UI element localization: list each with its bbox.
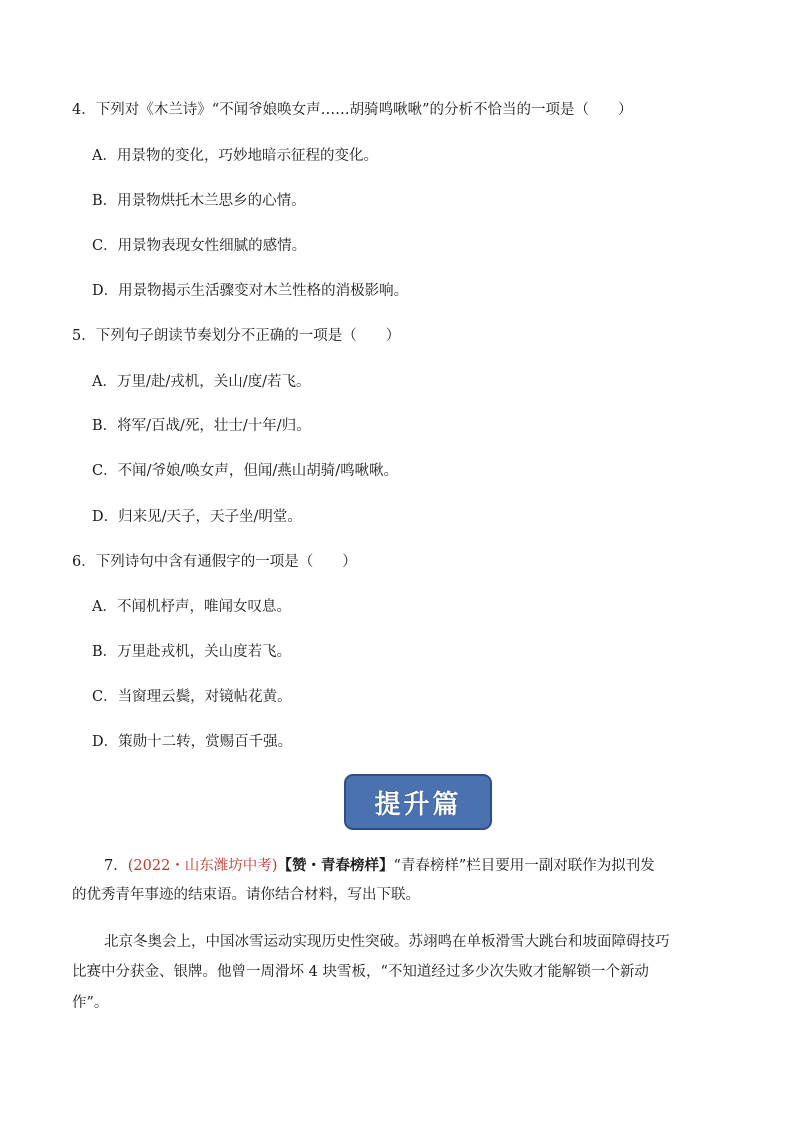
question-5-option-a: A．万里/赴/戎机，关山/度/若飞。 <box>92 374 311 390</box>
question-7-number: 7． <box>104 858 128 874</box>
question-5-option-b: B．将军/百战/死，壮士/十年/归。 <box>92 418 311 434</box>
material-line-1: 北京冬奥会上，中国冰雪运动实现历史性突破。苏翊鸣在单板滑雪大跳台和坡面障碍技巧 <box>104 934 670 950</box>
question-6-option-d: D．策勋十二转，赏赐百千强。 <box>92 734 293 750</box>
question-5-option-d: D．归来见/天子，天子坐/明堂。 <box>92 509 302 525</box>
question-5-option-c: C．不闻/爷娘/唤女声，但闻/燕山胡骑/鸣啾啾。 <box>92 463 399 479</box>
material-line-3: 作”。 <box>72 995 109 1011</box>
question-6-stem: 6．下列诗句中含有通假字的一项是（ ） <box>72 554 357 570</box>
question-7-text-line-2: 的优秀青年事迹的结束语。请你结合材料，写出下联。 <box>72 887 420 903</box>
question-7-header <box>104 856 655 876</box>
material-line-2: 比赛中分获金、银牌。他曾一周滑坏 4 块雪板，“不知道经过多少次失败才能解锁一个新动 <box>72 964 649 980</box>
question-7-source: (2022・山东潍坊中考) <box>127 858 278 874</box>
question-7-text: “青春榜样”栏目要用一副对联作为拟刊发 <box>393 858 655 874</box>
section-badge-label: 提升篇 <box>374 789 462 820</box>
question-6-option-a: A．不闻机杼声，唯闻女叹息。 <box>92 599 291 615</box>
question-7-tag: 【赞・青春榜样】 <box>277 857 394 874</box>
question-6-option-b: B．万里赴戎机，关山度若飞。 <box>92 644 292 660</box>
question-4-option-a: A．用景物的变化，巧妙地暗示征程的变化。 <box>92 148 378 164</box>
question-6-option-c: C．当窗理云鬓，对镜帖花黄。 <box>92 689 292 705</box>
question-4-option-d: D．用景物揭示生活骤变对木兰性格的消极影响。 <box>92 283 409 299</box>
question-4-option-b: B．用景物烘托木兰思乡的心情。 <box>92 193 306 209</box>
section-badge <box>344 774 492 830</box>
question-5-stem: 5．下列句子朗读节奏划分不正确的一项是（ ） <box>72 328 401 344</box>
question-4-option-c: C．用景物表现女性细腻的感情。 <box>92 238 307 254</box>
question-4-stem: 4．下列对《木兰诗》“不闻爷娘唤女声……胡骑鸣啾啾”的分析不恰当的一项是（ ） <box>72 102 633 118</box>
